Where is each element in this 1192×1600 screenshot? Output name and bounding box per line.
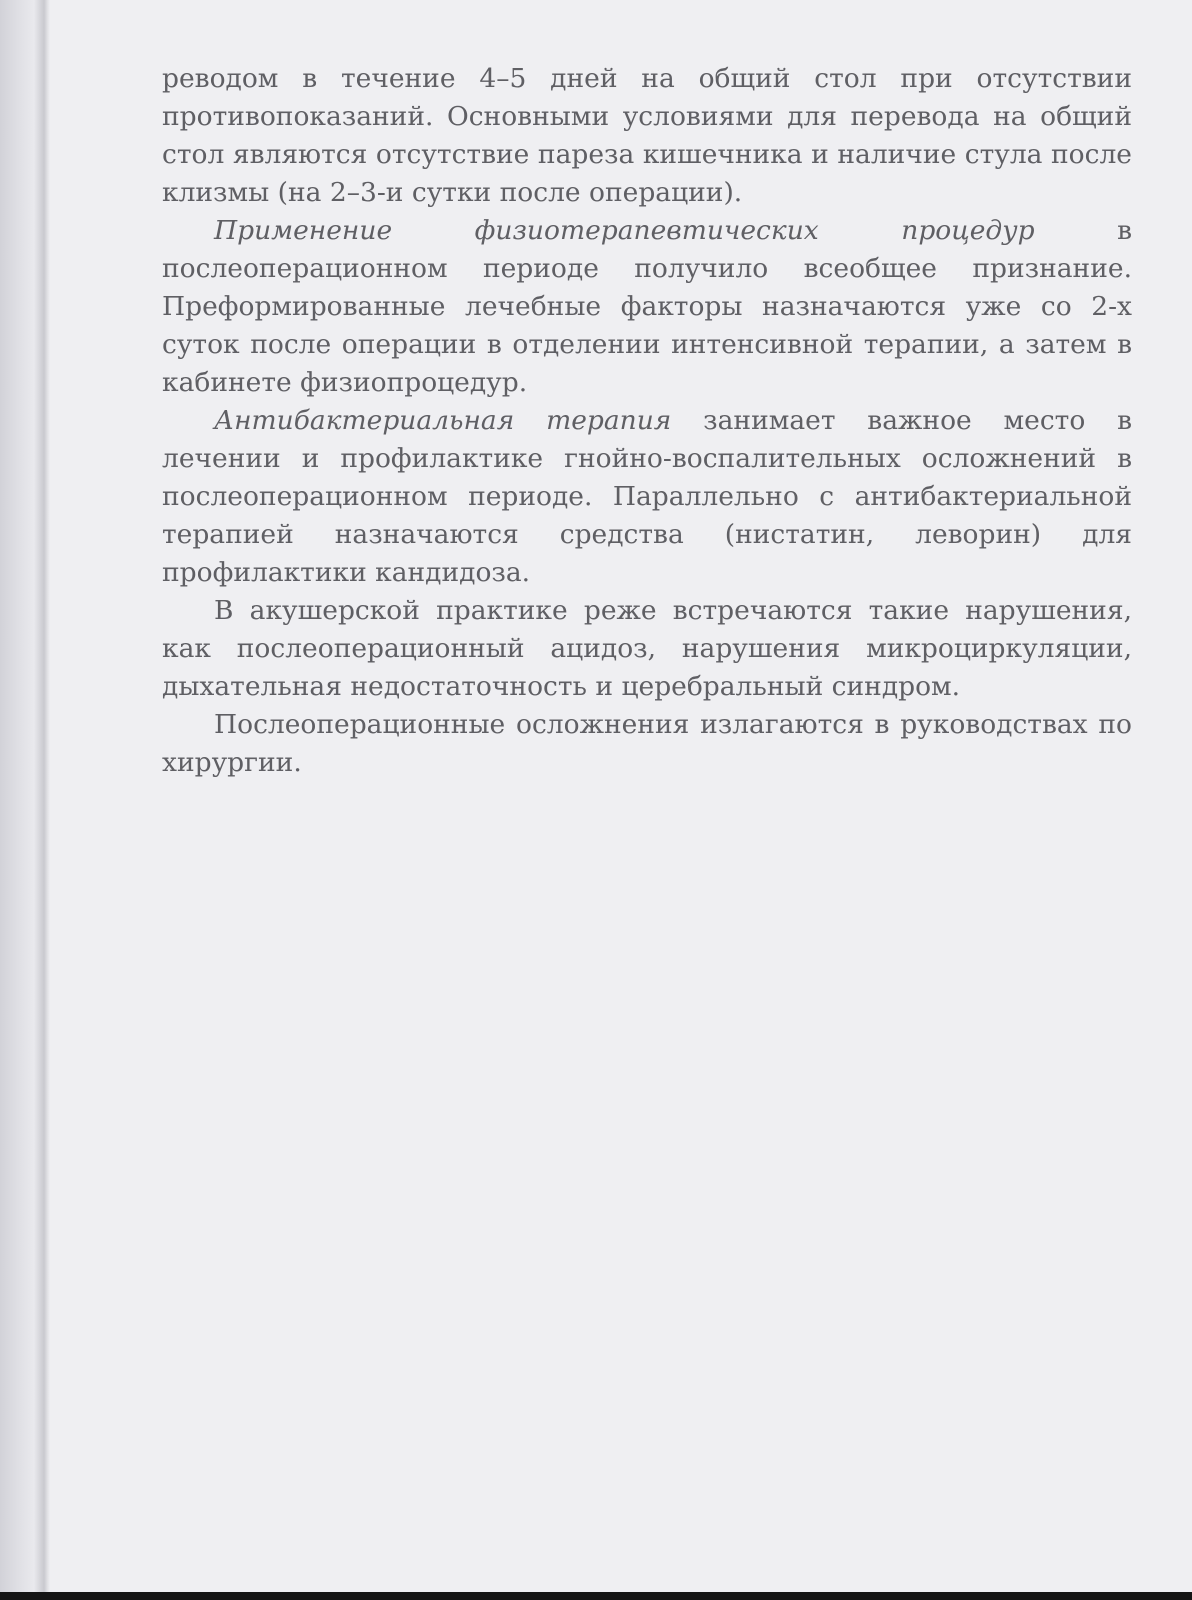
paragraph-text: реводом в течение 4–5 дней на общий стол при отсутствии противопоказаний. Основными условиями для перевода на общий стол являются отсутствие пареза кишечника и наличие стула после клизмы (на 2–3-и сутки после операции). bbox=[162, 63, 1132, 208]
scan-bottom-edge bbox=[0, 1592, 1192, 1600]
italic-term: Применение физиотерапевтических процедур bbox=[214, 215, 1035, 246]
paragraph-obstetric bbox=[162, 592, 1132, 706]
paragraph-text: Послеоперационные осложнения излагаются в руководствах по хирургии. bbox=[162, 709, 1132, 778]
body-text bbox=[162, 60, 1132, 782]
paragraph-physiotherapy bbox=[162, 212, 1132, 402]
paragraph-antibacterial bbox=[162, 402, 1132, 592]
paragraph-complications bbox=[162, 706, 1132, 782]
paragraph-text: занимает важное место в лечении и профилактике гнойно-воспалительных осложнений в послеоперационном периоде. Параллельно с антибактериальной терапией назначаются средства (нистатин, леворин) для профилактики кандидоза. bbox=[162, 405, 1133, 588]
paragraph-continuation bbox=[162, 60, 1132, 212]
italic-term: Антибактериальная терапия bbox=[214, 405, 672, 436]
paragraph-text: в послеоперационном периоде получило всеобщее признание. Преформированные лечебные факторы назначаются уже со 2-х суток после операции в отделении интенсивной терапии, а затем в кабинете физиопроцедур. bbox=[162, 215, 1132, 398]
paragraph-text: В акушерской практике реже встречаются такие нарушения, как послеоперационный ацидоз, нарушения микроциркуляции, дыхательная недостаточность и церебральный синдром. bbox=[162, 595, 1132, 702]
page-binding-shadow bbox=[0, 0, 50, 1600]
